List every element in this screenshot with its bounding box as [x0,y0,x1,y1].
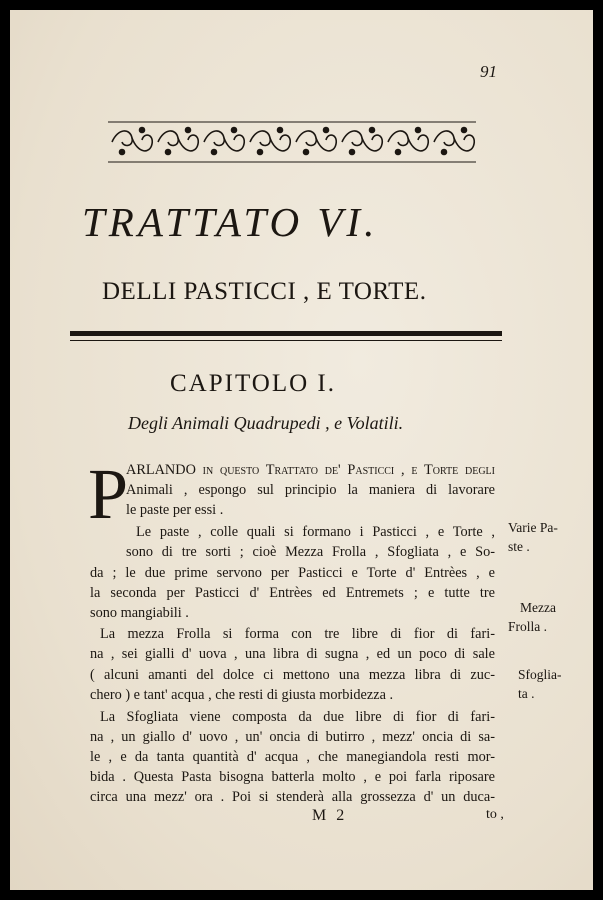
text-line: Le paste , colle quali si formano i Pasticci , e Torte , [136,524,495,540]
text-line: na , sei gialli d' uova , una libra di sugna , ed un poco di sale [90,646,495,662]
margin-note: Frolla . [508,619,547,634]
text-line: le paste per essi . [126,502,224,518]
text-line: ARLANDO in questo Trattato de' Pasticci , e Torte degli [126,462,495,478]
page-number: 91 [480,62,497,81]
text-line: Animali , espongo sul principio la maniera di lavorare [126,482,495,498]
text-line: La Sfogliata viene composta da due libre di fior di fari- [100,709,495,725]
book-page [10,10,593,890]
thick-divider-rule [70,331,502,336]
text-line: sono mangiabili . [90,605,189,621]
text-line: sono di tre sorti ; cioè Mezza Frolla , Sfogliata , e So- [126,544,495,560]
text-line: da ; le due prime servono per Pasticci e Torte d' Entrèes , e [90,565,495,581]
text-line: La mezza Frolla si forma con tre libre di fior di fari- [100,626,495,642]
thin-divider-rule [70,340,502,341]
text-line: la seconda per Pasticci d' Entrèes ed Entremets ; e tutte tre [90,585,495,601]
margin-note: Mezza [520,600,556,615]
text-line: ( alcuni amanti del dolce ci mettono una mezza libra di zuc- [90,667,495,683]
text-line: circa una mezz' ora . Poi si stenderà alla grossezza d' un duca- [90,789,495,805]
margin-note: Varie Pa- [508,520,558,535]
signature-mark: M 2 [312,807,348,824]
treatise-title: TRATTATO VI. [82,199,379,245]
chapter-subtitle: Degli Animali Quadrupedi , e Volatili. [128,413,404,433]
text-line: le , e da tanta quantità d' acqua , che manegiandola resti mor- [90,749,495,765]
decorative-ornament-band [108,118,476,166]
margin-note: ta . [518,686,535,701]
margin-note: ste . [508,539,530,554]
text-line: na , un giallo d' uovo , un' oncia di butirro , mezz' oncia di sa- [90,729,495,745]
drop-cap-letter: P [88,454,129,534]
chapter-heading: CAPITOLO I. [170,370,336,397]
treatise-subtitle: DELLI PASTICCI , E TORTE. [102,278,427,305]
margin-note: Sfoglia- [518,667,562,682]
catchword: to , [486,807,504,822]
text-line: bida . Questa Pasta bisogna batterla molto , e poi farla riposare [90,769,495,785]
text-line: chero ) e tant' acqua , che resti di giusta morbidezza . [90,687,394,703]
